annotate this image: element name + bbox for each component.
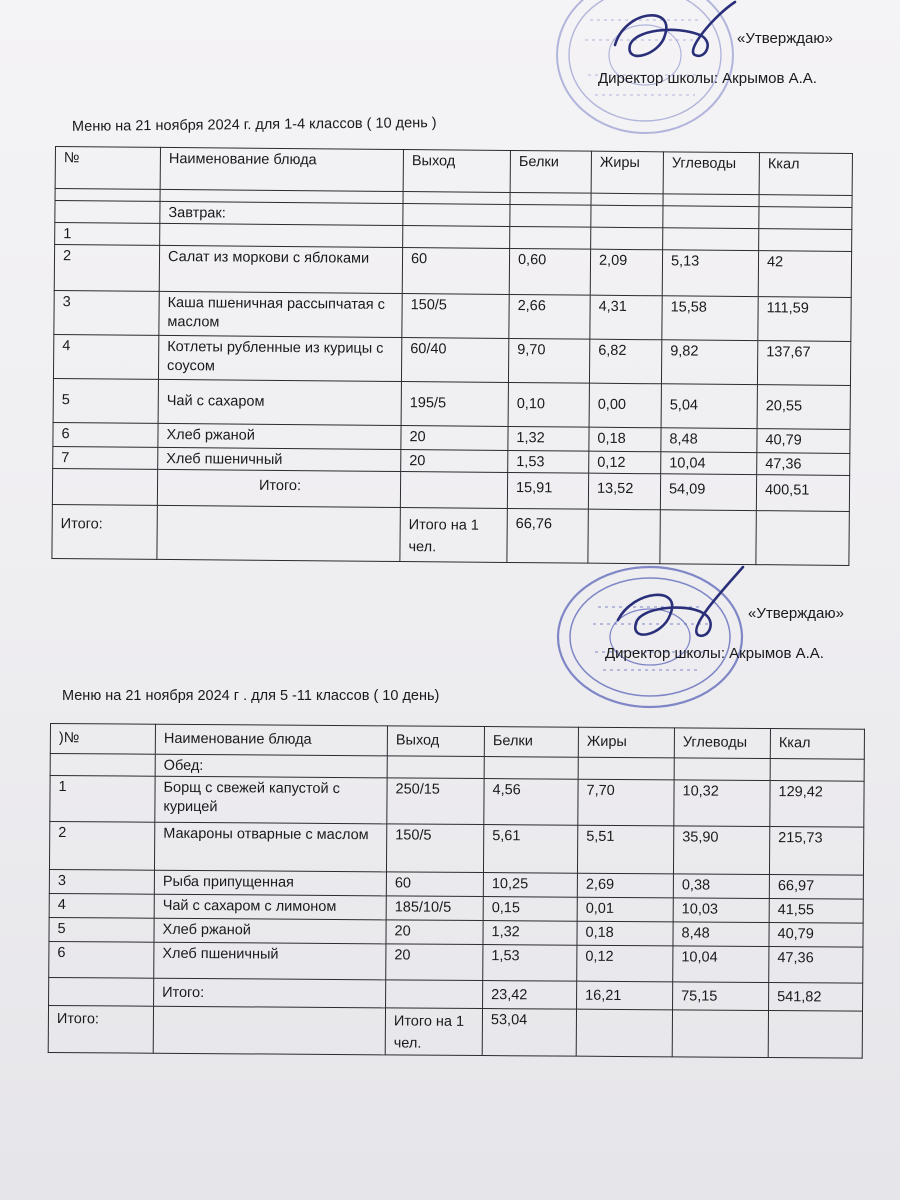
dish-proteins: 5,61 — [483, 825, 577, 874]
dish-name: Хлеб ржаной — [158, 423, 401, 449]
approval-label-2: «Утверждаю» — [748, 605, 844, 622]
subtotal-carbs: 54,09 — [660, 474, 756, 511]
dish-output: 150/5 — [386, 824, 483, 873]
menu-title-1: Меню на 21 ноября 2024 г. для 1-4 классов ( 10 день ) — [71, 115, 437, 135]
dish-fats — [591, 227, 663, 250]
row-num: 1 — [50, 776, 155, 823]
dish-carbs — [663, 228, 759, 251]
dish-proteins: 2,66 — [509, 294, 590, 339]
dish-carbs: 8,48 — [673, 922, 769, 947]
dish-kcal — [759, 229, 852, 252]
dish-fats: 0,12 — [577, 945, 673, 982]
table-row — [49, 941, 863, 983]
dish-fats: 0,12 — [589, 451, 661, 474]
dish-carbs: 9,82 — [661, 340, 757, 385]
table-header-row — [55, 147, 852, 196]
dish-carbs: 5,04 — [661, 384, 757, 429]
dish-proteins: 1,32 — [508, 426, 589, 451]
row-num: 5 — [49, 917, 154, 942]
row-num: 3 — [49, 869, 154, 894]
dish-output: 60 — [402, 248, 509, 295]
dish-name — [160, 223, 403, 247]
director-line-2: Директор школы: Акрымов А.А. — [605, 645, 824, 662]
dish-name: Чай с сахаром с лимоном — [154, 894, 386, 920]
subtotal-kcal: 400,51 — [756, 475, 849, 512]
subtotal-label: Итого: — [157, 469, 400, 507]
header-proteins: Белки — [510, 150, 591, 193]
dish-proteins: 1,53 — [508, 450, 589, 473]
dish-kcal: 47,36 — [769, 947, 863, 984]
menu-title-2: Меню на 21 ноября 2024 г . для 5 -11 классов ( 10 день) — [62, 688, 440, 704]
header-fats: Жиры — [578, 727, 674, 758]
row-num: 4 — [53, 334, 158, 379]
total-per-person-label: Итого на 1 чел. — [385, 1008, 482, 1056]
dish-name: Каша пшеничная рассыпчатая с маслом — [159, 291, 402, 337]
dish-fats: 0,01 — [577, 897, 673, 922]
dish-proteins: 1,53 — [483, 945, 577, 982]
subtotal-proteins: 23,42 — [483, 981, 577, 1010]
subtotal-carbs: 75,15 — [673, 982, 769, 1011]
dish-fats: 2,69 — [577, 873, 673, 898]
dish-carbs: 35,90 — [673, 826, 769, 875]
dish-proteins: 1,32 — [483, 921, 577, 946]
dish-fats: 2,09 — [590, 249, 662, 296]
header-kcal: Ккал — [759, 153, 852, 196]
dish-output: 185/10/5 — [386, 896, 483, 921]
row-num: 7 — [53, 446, 158, 469]
dish-proteins: 0,15 — [483, 897, 577, 922]
row-num: 6 — [49, 941, 154, 978]
dish-carbs: 5,13 — [662, 250, 758, 297]
total-per-person-value: 66,76 — [507, 508, 588, 563]
row-num: 2 — [49, 822, 154, 871]
total-per-person-value: 53,04 — [482, 1009, 576, 1057]
dish-kcal: 66,97 — [769, 875, 863, 900]
menu-table-1 — [51, 146, 853, 566]
dish-carbs: 0,38 — [673, 874, 769, 899]
dish-fats: 5,51 — [577, 825, 673, 874]
dish-fats: 0,18 — [589, 427, 661, 452]
header-num: № — [55, 147, 160, 190]
dish-output: 250/15 — [387, 778, 484, 825]
header-output: Выход — [403, 150, 510, 193]
school-stamp-2 — [553, 562, 748, 712]
header-dish: Наименование блюда — [160, 147, 403, 191]
row-num: 1 — [55, 223, 160, 246]
menu-table-2 — [48, 723, 865, 1059]
dish-name: Рыба припущенная — [154, 870, 386, 896]
dish-output: 20 — [401, 450, 508, 473]
dish-kcal: 129,42 — [770, 781, 864, 828]
header-output: Выход — [387, 726, 484, 757]
dish-name: Котлеты рубленные из курицы с соусом — [158, 335, 401, 381]
dish-name: Хлеб пшеничный — [158, 447, 401, 471]
row-num: 4 — [49, 893, 154, 918]
total-row — [48, 1005, 862, 1058]
dish-kcal: 215,73 — [769, 827, 863, 876]
director-line-1: Директор школы: Акрымов А.А. — [598, 70, 817, 87]
dish-proteins: 0,10 — [508, 382, 589, 427]
dish-output: 20 — [386, 920, 483, 945]
table-row — [53, 378, 850, 429]
header-carbs: Углеводы — [674, 728, 770, 759]
dish-output: 20 — [401, 426, 508, 451]
dish-proteins: 0,60 — [509, 248, 590, 295]
dish-output — [403, 226, 510, 249]
dish-fats: 6,82 — [589, 339, 661, 384]
subtotal-kcal: 541,82 — [769, 983, 863, 1012]
row-num: 5 — [53, 378, 158, 423]
subtotal-fats: 16,21 — [577, 981, 673, 1010]
approval-label-1: «Утверждаю» — [737, 30, 833, 47]
row-num: 2 — [54, 245, 159, 292]
dish-kcal: 47,36 — [757, 453, 850, 476]
header-kcal: Ккал — [770, 729, 864, 760]
table-row — [53, 334, 850, 385]
table-row — [54, 290, 851, 341]
dish-carbs: 10,04 — [661, 452, 757, 475]
table-row — [54, 245, 851, 298]
subtotal-label: Итого: — [154, 978, 386, 1008]
dish-kcal: 41,55 — [769, 899, 863, 924]
header-fats: Жиры — [591, 151, 663, 194]
row-num: 6 — [53, 422, 158, 447]
dish-fats: 4,31 — [590, 295, 662, 340]
table-row — [50, 776, 864, 828]
total-per-person-label: Итого на 1 чел. — [400, 508, 507, 563]
dish-output: 60/40 — [401, 338, 508, 383]
dish-output: 20 — [386, 944, 483, 981]
total-row — [52, 504, 849, 565]
dish-fats: 0,00 — [589, 383, 661, 428]
header-proteins: Белки — [484, 727, 578, 758]
dish-carbs: 8,48 — [661, 428, 757, 453]
subtotal-proteins: 15,91 — [507, 472, 588, 509]
dish-carbs: 10,32 — [674, 780, 770, 827]
header-num: )№ — [50, 724, 155, 755]
dish-kcal: 42 — [758, 251, 851, 298]
dish-carbs: 10,03 — [673, 898, 769, 923]
dish-proteins: 9,70 — [508, 338, 589, 383]
dish-kcal: 111,59 — [758, 297, 851, 342]
dish-name: Макароны отварные с маслом — [154, 822, 386, 872]
director-signature-1 — [605, 0, 755, 80]
header-carbs: Углеводы — [663, 152, 759, 195]
dish-proteins — [510, 226, 591, 249]
dish-kcal: 40,79 — [757, 429, 850, 454]
table-row — [49, 822, 863, 876]
total-label: Итого: — [52, 504, 157, 559]
dish-name: Борщ с свежей капустой с курицей — [155, 776, 387, 824]
dish-name: Салат из моркови с яблоками — [159, 245, 402, 293]
section-label: Обед: — [155, 754, 387, 778]
dish-carbs: 10,04 — [673, 946, 769, 983]
dish-fats: 7,70 — [578, 779, 674, 826]
dish-kcal: 137,67 — [757, 341, 850, 386]
dish-proteins: 10,25 — [483, 873, 577, 898]
section-label: Завтрак: — [160, 201, 403, 225]
dish-kcal: 40,79 — [769, 923, 863, 948]
subtotal-fats: 13,52 — [588, 473, 660, 510]
dish-output: 60 — [386, 872, 483, 897]
dish-proteins: 4,56 — [484, 779, 578, 826]
row-num: 3 — [54, 290, 159, 335]
dish-fats: 0,18 — [577, 921, 673, 946]
dish-output: 195/5 — [401, 382, 508, 427]
dish-name: Чай с сахаром — [158, 379, 401, 425]
dish-carbs: 15,58 — [662, 296, 758, 341]
dish-output: 150/5 — [402, 294, 509, 339]
dish-kcal: 20,55 — [757, 385, 850, 430]
total-label: Итого: — [48, 1005, 153, 1053]
dish-name: Хлеб ржаной — [154, 918, 386, 944]
dish-name: Хлеб пшеничный — [154, 942, 386, 980]
header-dish: Наименование блюда — [155, 724, 387, 756]
